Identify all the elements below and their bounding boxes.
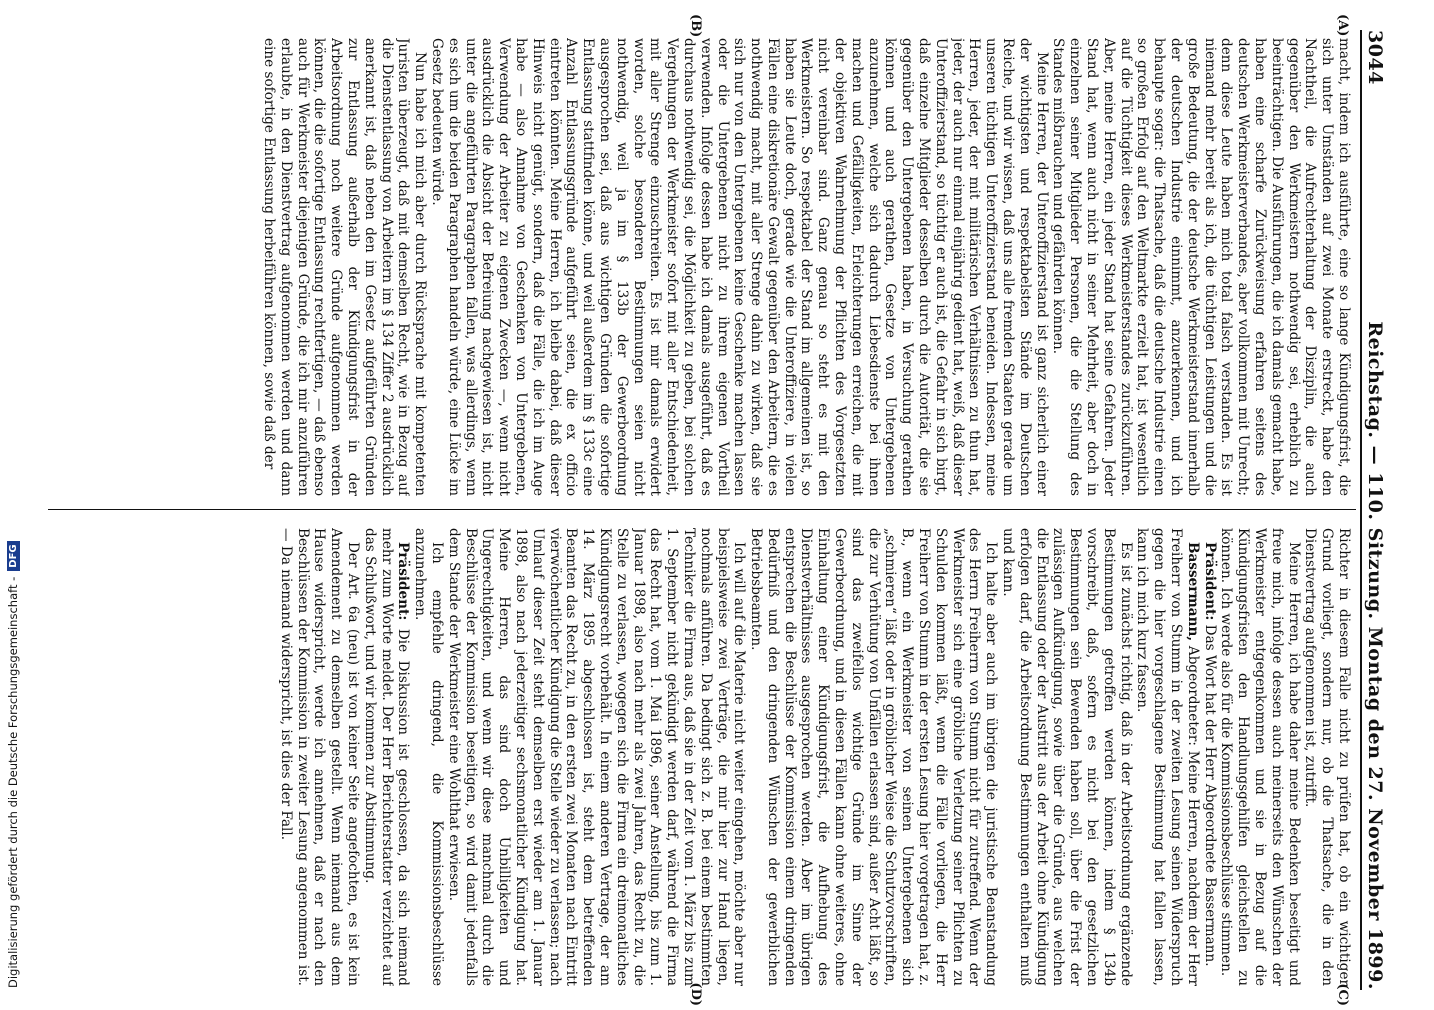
paragraph-text: Das Wort hat der Herr Abgeordnete Bassermann. xyxy=(1201,624,1218,967)
page-header xyxy=(1364,30,1394,990)
left-column xyxy=(46,38,1352,496)
margin-mark-b: (B) xyxy=(688,14,703,38)
right-column xyxy=(46,528,1352,986)
paragraph-text: Ich will auf die Materie nicht weiter eingehen, möchte aber nur beispielsweise zwei Verträge, die mir hier zur Hand liegen, nochmals anführen. Da bedingt sich z. B. bei einem bestimmten Techniker die Firma aus, daß sie in der Zeit vom 1. März bis zum 1. September nicht gekündigt werden darf, während die Firma das Recht hat, vom 1. Mai 1896, seiner Anstellung, bis zum 1. Januar 1898, also nach mehr als zwei Jahren, das Recht zu, die Stelle zu verlassen, wogegen sich die Firma ein dreimonatliches Kündigungsrecht vorbehält. In einem anderen Vertrage, der am 14. März 1895 abgeschlossen ist, steht dem betreffenden Beamten das Recht zu, in den ersten zwei Monaten nach Eintritt vierwöchentlicher Kündigung die Stelle wieder zu verlassen; nach Umlauf dieser Zeit steht demselben erst wieder am 1. Januar 1898, also nach jederzeitiger sechsmonatlicher Kündigung hat. Meine Herren, das sind doch Unbilligkeiten und Ungerechtigkeiten, und wenn wir diese manchmal durch die Beschlüsse der Kommission beseitigen, so wird damit jedenfalls dem Stande der Werkmeister eine Wohlthat erwiesen. xyxy=(445,528,748,986)
paragraph xyxy=(1134,528,1201,986)
page-title: Reichstag. — 110. Sitzung. Montag den 27. November 1899. xyxy=(1364,321,1386,990)
paragraph xyxy=(1302,528,1352,986)
paragraph-text: macht, indem ich ausführte, eine so lange Kündigungsfrist, die sich unter Umständen auf zwei Monate erstreckt, habe den Nachtheil, die Aufrechterhaltung der Disziplin, die auch gegenüber den Werkmeistern nothwendig sei, erheblich zu beeinträchtigen. Die Ausführungen, die ich damals gemacht habe, haben eine scharfe Zurückweisung erfahren seitens des deutschen Werkmeisterverbandes, aber vollkommen mit Unrecht; denn diese Leute haben mich total falsch verstanden. Es ist niemand mehr bereit als ich, die tüchtigen Leistungen und die große Bedeutung, die der deutsche Werkmeisterstand innerhalb der deutschen Industrie einnimmt, anzuerkennen, und ich behaupte sogar: die Thatsache, daß die deutsche Industrie einen so großen Erfolg auf den Weltmarkte erzielt hat, ist wesentlich auf die Tüchtigkeit dieses Werkmeisterstandes zurückzuführen. Aber, meine Herren, ein jeder Stand hat seine Gefahren. Jeder Stand hat, wenn auch nicht in seiner Mehrheit, aber doch in einzelnen seiner Mitglieder Personen, die die Stellung des Standes mißbrauchen und gefährden können. xyxy=(1050,38,1352,496)
paragraph xyxy=(445,528,747,986)
margin-mark-d: (D) xyxy=(688,982,703,1006)
speaker-label: Präsident: xyxy=(1201,542,1218,621)
paragraph xyxy=(411,528,445,986)
paragraph-text: Nun habe ich mich aber durch Rücksprache mit kompetenten Juristen überzeugt, daß mit demselben Recht, wie in Bezug auf die Dienstentlassung von Arbeitern im § 134 Ziffer 2 ausdrücklich anerkannt ist, daß neben den im Gesetz aufgeführten Gründen zur Entlassung außerhalb der Kündigungsfrist in der Arbeitsordnung noch weitere Gründe aufgenommen werden können, die die sofortige Entlassung rechtfertigen, — daß ebenso auch für Werkmeister diejenigen Gründe, die ich mir anzuführen erlaubte, in den Dienstvertrag aufgenommen werden und dann eine sofortige Entlassung herbeiführen können, sowie daß der xyxy=(261,38,429,496)
paragraph xyxy=(747,528,999,986)
paragraph xyxy=(277,528,361,986)
header-rule xyxy=(1360,30,1362,990)
digitization-footer xyxy=(2,2,22,992)
rotated-page xyxy=(28,10,1408,1010)
paragraph-text: Es ist zunächst richtig, daß in der Arbeitsordnung ergänzende Bestimmungen getroffen werden können, indem § 134b vorschreibt, daß, sofern es nicht bei den gesetzlichen Bestimmungen sein Bewenden haben soll, über die Frist der zulässigen Aufkündigung, sowie über die Gründe, aus welchen die Entlassung oder der Austritt aus der Arbeit ohne Kündigung erfolgen darf, die Arbeitsordnung Bestimmungen enthalten muß und kann. xyxy=(1000,528,1134,986)
paragraph xyxy=(428,38,1049,496)
paragraph-text: Ich empfehle dringend, die Kommissionsbeschlüsse anzunehmen. xyxy=(412,528,445,986)
column-divider xyxy=(48,509,1356,510)
paragraph-text: Ich halte aber auch im übrigen die juristische Beanstandung des Herrn Freiherrn von Stumm nicht für zutreffend. Wenn der Werkmeister sich eine gröbliche Verletzung seiner Pflichten zu Schulden kommen läßt, wenn die Fälle vorliegen, die Herr Freiherr von Stumm in der ersten Lesung hier vorgetragen hat, z. B., wenn ein Werkmeister von seinen Untergebenen sich „schmieren“ läßt oder in gröblicher Weise die Schutzvorschriften, die zur Verhütung von Unfällen erlassen sind, außer Acht läßt, so sind das zweifellos wichtige Gründe im Sinne der Gewerbeordnung, und in diesen Fällen kann ohne weiteres, ohne Einhaltung einer Kündigungsfrist, die Aufhebung des Dienstverhältnisses ausgesprochen werden. Aber im übrigen entsprechen die Beschlüsse der Kommission einem dringenden Bedürfniß und den dringenden Wünschen der gewerblichen Betriebsbeamten. xyxy=(748,528,1000,986)
paragraph xyxy=(361,528,411,986)
paragraph-text: Richter in diesem Falle nicht zu prüfen hat, ob ein wichtiger Grund vorliegt, sondern nur, ob die Thatsache, die in den Dienstvertrag aufgenommen ist, zutrifft. xyxy=(1302,528,1352,986)
paragraph xyxy=(999,528,1133,986)
page-number: 3044 xyxy=(1364,30,1386,85)
paragraph xyxy=(1218,528,1302,986)
paragraph-text: Die Diskussion ist geschlossen, da sich niemand mehr zum Worte meldet. Der Herr Berichterstatter verzichtet auf das Schlußwort, und wir kommen zur Abstimmung. xyxy=(361,528,412,986)
paragraph-text: Der Art. 6a (neu) ist von keiner Seite angefochten, es ist kein Amendement zu demselben gestellt. Wenn niemand aus dem Hause widerspricht, werde ich annehmen, daß er nach den Beschlüssen der Kommission in zweiter Lesung angenommen ist. — Da niemand widerspricht, ist dies der Fall. xyxy=(277,528,361,986)
margin-mark-a: (A) xyxy=(1335,14,1350,37)
paragraph xyxy=(1050,38,1352,496)
paragraph xyxy=(260,38,428,496)
paragraph-text: Meine Herren, ich habe daher meine Bedenken beseitigt und freue mich, infolge dessen auch meinerseits den Wünschen der Werkmeister entgegenkommen und sie in Bezug auf die Kündigungsfristen den Handlungsgehilfen gleichstellen zu können. Ich werde also für die Kommissionsbeschlüsse stimmen. xyxy=(1218,528,1302,986)
dfg-logo: DFG xyxy=(7,541,20,570)
speaker-label: Bassermann, xyxy=(1184,542,1201,642)
paragraph xyxy=(1201,528,1218,986)
paragraph-text: Abgeordneter: Meine Herren, nachdem der Herr Freiherr von Stumm in der zweiten Lesung seinen Widerspruch gegen die hier vorgeschlagene Bestimmung hat fallen lassen, kann ich mich kurz fassen. xyxy=(1134,528,1201,986)
footer-text-row xyxy=(5,18,21,988)
footer-credit: Digitalisierung gefördert durch die Deutsche Forschungsgemeinschaft - xyxy=(6,576,20,988)
margin-mark-c: (C) xyxy=(1335,983,1350,1006)
speaker-label: Präsident: xyxy=(395,542,412,621)
paragraph-text: Meine Herren, der Unteroffizierstand ist ganz sicherlich einer der wichtigsten und respektabelsten Stände im Deutschen Reiche, und wir wissen, daß uns alle fremden Staaten gerade um unseren tüchtigen Unteroffizierstand beneiden. Indessen, meine Herren, jeder, der mit militärischen Verhältnissen zu thun hat, jeder, der auch nur einmal einjährig gedient hat, weiß, daß dieser Unteroffizierstand, so tüchtig er auch ist, die Gefahr in sich birgt, daß einzelne Mitglieder desselben durch die Autorität, die sie gegenüber den Untergebenen haben, in Versuchung gerathen können und auch gerathen, Gesetze von Untergebenen anzunehmen, welche sich dadurch Liebesdienste bei ihnen machen und Gefälligkeiten, Erleichterungen erreichen, die mit der objektiven Wahrnehmung der Pflichten des Vorgesetzten nicht vereinbar sind. Ganz genau so steht es mit den Werkmeistern. So respektabel der Stand im allgemeinen ist, so haben sie Leute doch, gerade wie die Unteroffiziere, in vielen Fällen eine diskretionäre Gewalt gegenüber den Arbeitern, die es nothwendig macht, mit aller Strenge dahin zu wirken, daß sie sich nur von den Untergebenen keine Geschenke machen lassen oder die Untergebenen nicht zu ihrem eigenen Vortheil verwenden. Infolge dessen habe ich damals ausgeführt, daß es durchaus nothwendig sei, die Möglichkeit zu geben, bei solchen Vergehungen der Werkmeister sofort mit aller Entschiedenheit, mit aller Strenge einzuschreiten. Es ist mir damals erwidert worden, solche besonderen Bestimmungen seien nicht nothwendig, weil ja im § 133b der Gewerbeordnung ausgesprochen sei, daß aus wichtigen Gründen die sofortige Entlassung stattfinden könne, und weil außerdem im § 133c eine Anzahl Entlassungsgründe aufgeführt seien, die ex officio eintreten könnten. Meine Herren, ich bleibe dabei, daß dieser Hinweis nicht genügt, sondern, daß die Fälle, die ich im Auge habe — also Annahme von Geschenken von Untergebenen, Verwendung der Arbeiter zu eigenen Zwecken —, wenn nicht ausdrücklich die Absicht der Befreiung nachgewiesen ist, nicht unter die angeführten Paragraphen fallen, was allerdings, wenn es sich um die beiden Paragraphen handeln würde, eine Lücke im Gesetz bedeuten würde. xyxy=(428,38,1050,496)
